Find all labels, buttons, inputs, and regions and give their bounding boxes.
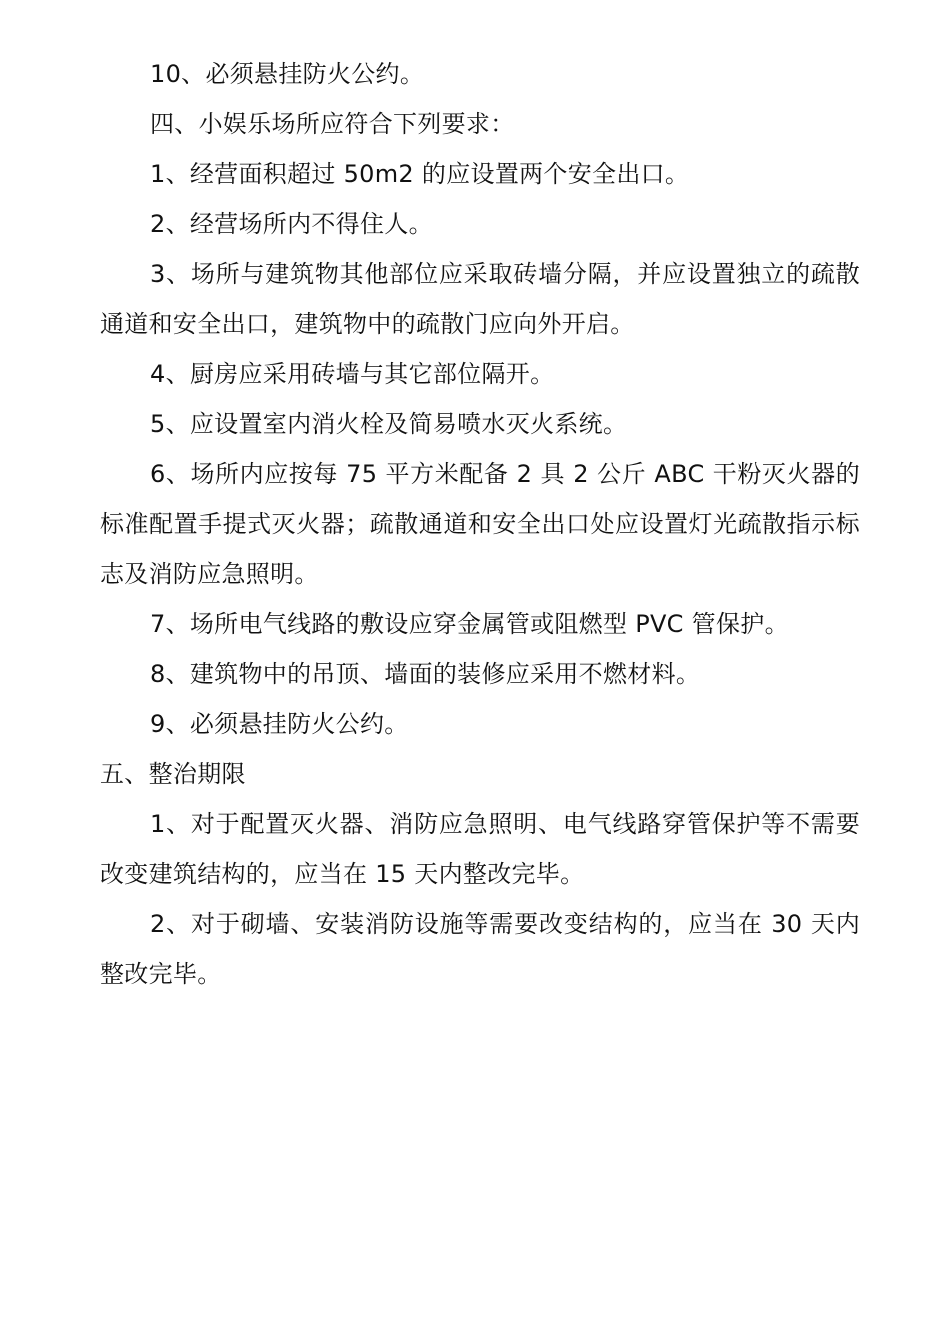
paragraph-item-4: 4、厨房应采用砖墙与其它部位隔开。	[150, 360, 555, 388]
document-page	[100, 49, 860, 999]
deadline-item-1: 1、对于配置灭火器、消防应急照明、电气线路穿管保护等不需要改变建筑结构的，应当在 15 天内整改完毕。	[100, 810, 860, 888]
paragraph-item-5: 5、应设置室内消火栓及简易喷水灭火系统。	[150, 410, 628, 438]
paragraph-item-2: 2、经营场所内不得住人。	[150, 210, 433, 238]
deadline-item-2: 2、对于砌墙、安装消防设施等需要改变结构的，应当在 30 天内整改完毕。	[100, 910, 860, 988]
paragraph-item-6: 6、场所内应按每 75 平方米配备 2 具 2 公斤 ABC 干粉灭火器的标准配置手提式灭火器；疏散通道和安全出口处应设置灯光疏散指示标志及消防应急照明。	[100, 460, 860, 588]
paragraph-item-8: 8、建筑物中的吊顶、墙面的装修应采用不燃材料。	[150, 660, 701, 688]
paragraph-item-1: 1、经营面积超过 50m2 的应设置两个安全出口。	[150, 160, 690, 188]
section-four-heading: 四、小娱乐场所应符合下列要求：	[150, 110, 515, 138]
section-five-heading: 五、整治期限	[100, 760, 246, 788]
paragraph-item-9: 9、必须悬挂防火公约。	[150, 710, 409, 738]
paragraph-item-10: 10、必须悬挂防火公约。	[150, 60, 425, 88]
paragraph-item-3: 3、场所与建筑物其他部位应采取砖墙分隔，并应设置独立的疏散通道和安全出口，建筑物中的疏散门应向外开启。	[100, 260, 860, 338]
paragraph-item-7: 7、场所电气线路的敷设应穿金属管或阻燃型 PVC 管保护。	[150, 610, 789, 638]
